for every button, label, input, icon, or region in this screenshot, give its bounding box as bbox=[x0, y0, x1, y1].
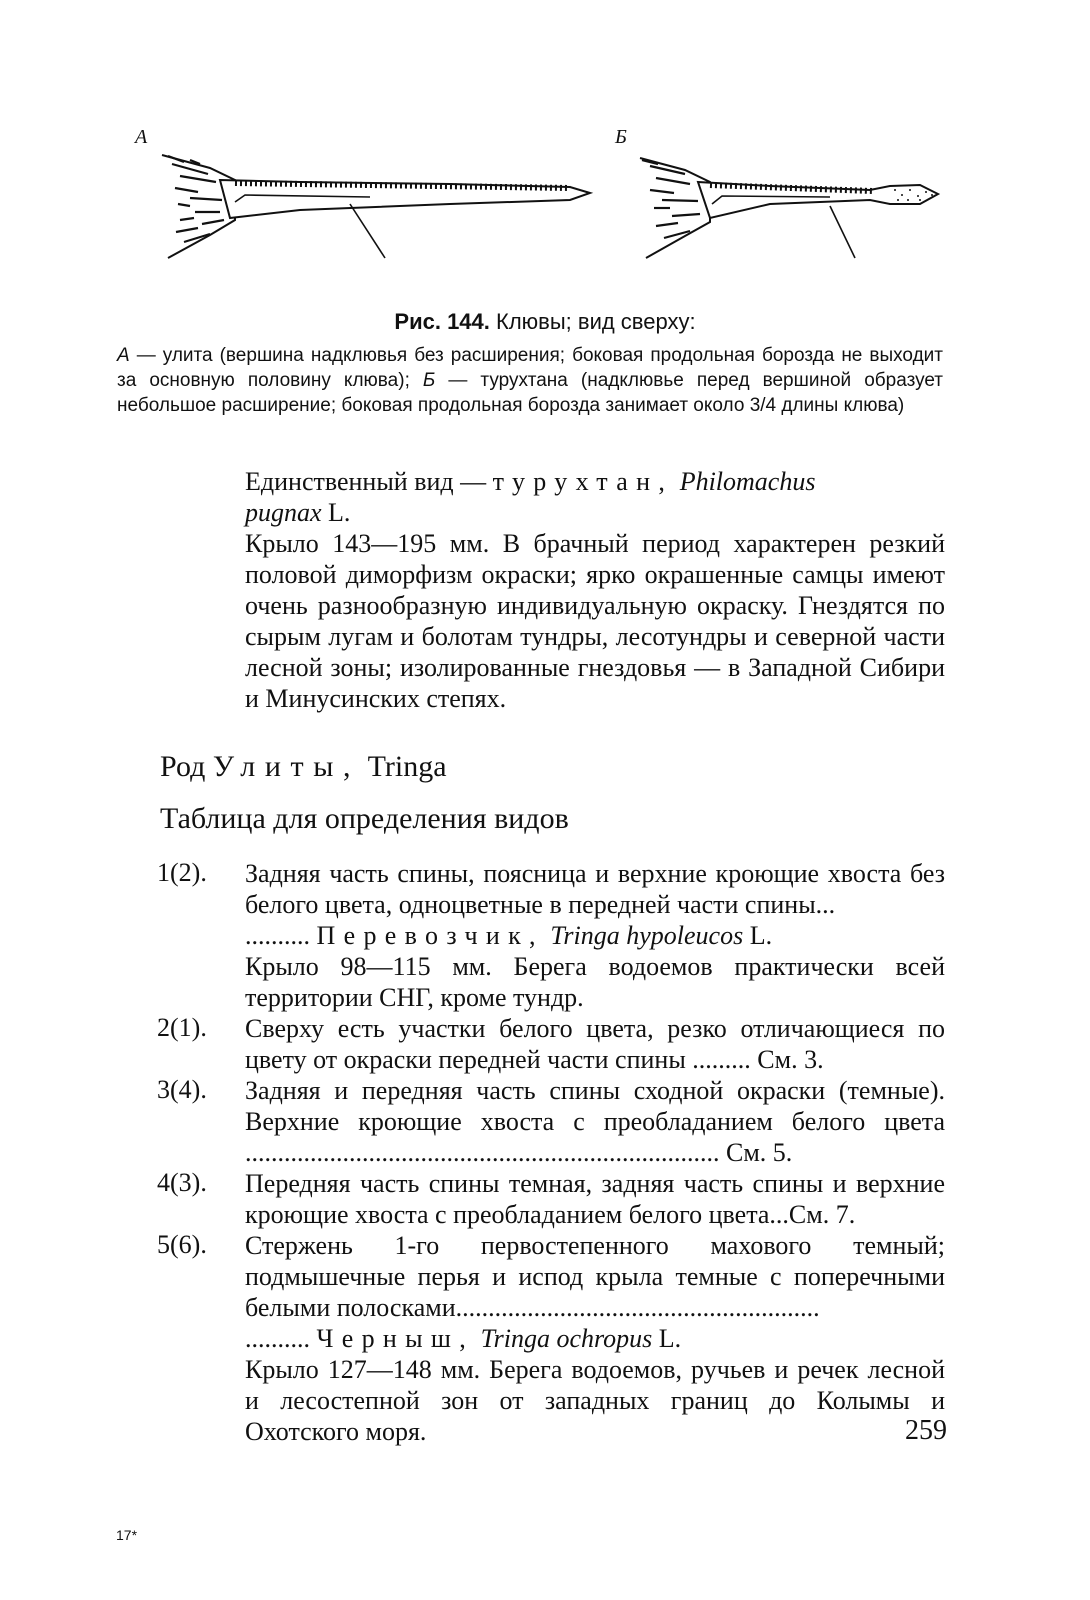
key-number: 2(1). bbox=[157, 1013, 207, 1042]
species-description: Крыло 143—195 мм. В брачный период характерен резкий половой диморфизм окраски; ярко окрашенные самцы имеют очень разнообразную индивидуальную окраску. Гнездятся по сырым лугам и болотам тундры, лесотундры и северной части лесной зоны; изолированные гнездовья — в Западной Сибири и Минусинских степях. bbox=[245, 529, 945, 713]
caption-b-letter: Б bbox=[422, 370, 436, 391]
beak-a-drawing bbox=[162, 155, 590, 258]
key-species-author: L. bbox=[743, 921, 773, 950]
species-name-lat-2: pugnax bbox=[245, 498, 322, 527]
species-lead: Единственный вид — bbox=[245, 467, 493, 496]
key-species-ru: Черныш, bbox=[316, 1324, 475, 1353]
beak-b-drawing bbox=[640, 158, 938, 258]
beaks-figure bbox=[150, 140, 950, 265]
figure-label-a: А bbox=[135, 126, 148, 148]
key-entry bbox=[245, 858, 945, 1013]
caption-a-text: — улита (вершина надклювья без расширения; боковая продольная борозда не выходит за основную половину клюва); bbox=[117, 345, 943, 391]
figure-number: Рис. 144. bbox=[394, 309, 490, 334]
figure-caption-title bbox=[0, 309, 1090, 335]
key-number: 5(6). bbox=[157, 1230, 207, 1259]
species-name-lat: Philomachus bbox=[679, 467, 816, 496]
species-intro bbox=[245, 466, 945, 714]
key-number: 4(3). bbox=[157, 1168, 207, 1197]
page-number: 259 bbox=[905, 1415, 947, 1446]
key-species-ru: Перевозчик, bbox=[316, 921, 544, 950]
key-species-author: L. bbox=[652, 1324, 682, 1353]
figure-caption-body bbox=[117, 343, 943, 418]
key-entry-text: Стержень 1-го первостепенного махового темный; подмышечные перья и испод крыла темные с поперечными белыми полосками........................................................ bbox=[245, 1231, 945, 1322]
key-leader: .......... bbox=[245, 1324, 310, 1353]
key-species-desc: Крыло 98—115 мм. Берега водоемов практически всей территории СНГ, кроме тундр. bbox=[245, 952, 945, 1012]
key-entry-text: Сверху есть участки белого цвета, резко отличающиеся по цвету от окраски передней части спины ......... См. 3. bbox=[245, 1014, 945, 1074]
key-entry bbox=[245, 1230, 945, 1447]
key-leader: .......... bbox=[245, 921, 310, 950]
key-species-lat: Tringa ochropus bbox=[480, 1324, 653, 1353]
key-entry-text: Передняя часть спины темная, задняя часть спины и верхние кроющие хвоста с преобладанием белого цвета...См. 7. bbox=[245, 1169, 945, 1229]
key-number: 3(4). bbox=[157, 1075, 207, 1104]
key-species-line bbox=[245, 1323, 945, 1354]
species-name-ru: турухтан, bbox=[492, 467, 674, 496]
species-author: L. bbox=[321, 498, 351, 527]
caption-b-text: — турухтана (надклювье перед вершиной образует небольшое расширение; боковая продольная борозда занимает около 3/4 длины клюва) bbox=[117, 370, 943, 416]
caption-a-letter: А bbox=[117, 345, 130, 366]
signature-mark: 17* bbox=[116, 1527, 138, 1543]
key-species-line bbox=[245, 920, 945, 951]
key-entry-text: Задняя и передняя часть спины сходной окраски (темные). Верхние кроющие хвоста с преобладанием белого цвета ......................................................................... См. 5. bbox=[245, 1076, 945, 1167]
species-heading bbox=[245, 466, 945, 528]
key-species-desc: Крыло 127—148 мм. Берега водоемов, ручьев и речек лесной и лесостепной зон от западных границ до Колымы и Охотского моря. bbox=[245, 1355, 945, 1446]
genus-prefix: Род bbox=[160, 750, 213, 783]
key-entry-text: Задняя часть спины, поясница и верхние кроющие хвоста без белого цвета, одноцветные в передней части спины... bbox=[245, 859, 945, 919]
key-table-title: Таблица для определения видов bbox=[160, 802, 569, 835]
genus-heading bbox=[160, 750, 447, 784]
key-species-lat: Tringa hypoleucos bbox=[550, 921, 744, 950]
key-number: 1(2). bbox=[157, 858, 207, 887]
genus-name-ru: Улиты, bbox=[212, 750, 361, 783]
figure-title-text: Клювы; вид сверху: bbox=[489, 309, 696, 334]
figure-label-b: Б bbox=[615, 126, 627, 148]
genus-name-lat: Tringa bbox=[360, 750, 447, 783]
